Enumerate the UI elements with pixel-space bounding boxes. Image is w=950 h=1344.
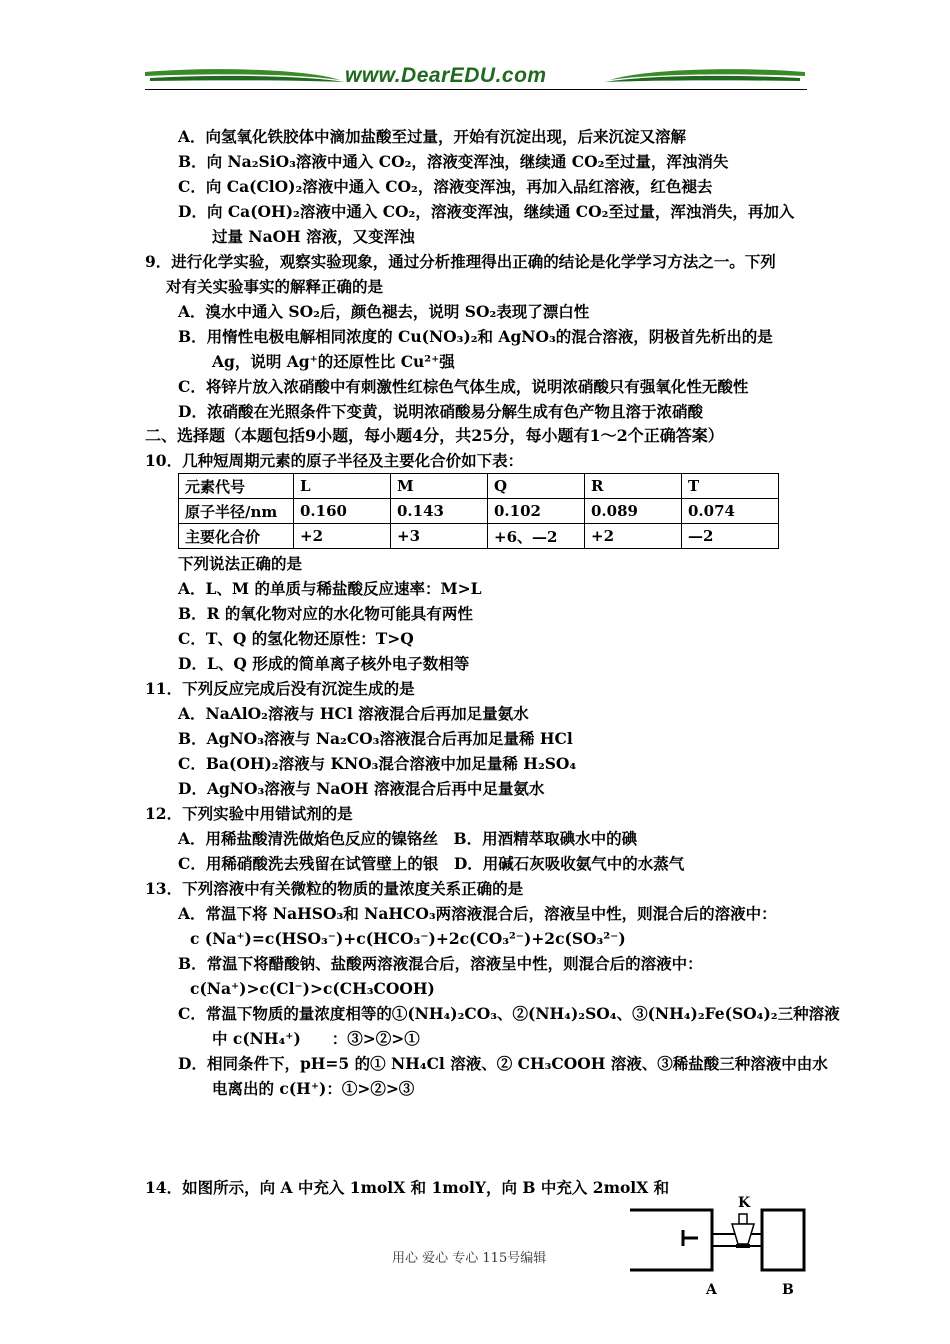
page-footer: 用心 爱心 专心 115号编辑 bbox=[392, 1251, 547, 1266]
table-cell: 主要化合价 bbox=[179, 524, 294, 549]
table-cell: —2 bbox=[682, 524, 779, 549]
q8-option-b: B．向 Na₂SiO₃溶液中通入 CO₂，溶液变浑浊，继续通 CO₂至过量，浑浊消失 bbox=[178, 152, 729, 171]
table-cell: R bbox=[585, 474, 682, 499]
container-a-label: A bbox=[706, 1282, 717, 1298]
q10-option-d: D．L、Q 形成的简单离子核外电子数相等 bbox=[178, 654, 470, 673]
q13-option-d: D．相同条件下，pH=5 的① NH₄Cl 溶液、② CH₃COOH 溶液、③稀盐酸三种溶液中由水 bbox=[178, 1054, 828, 1073]
table-cell: 0.102 bbox=[488, 499, 585, 524]
q13-option-c-cont: 中 c(NH₄⁺) ：③>②>① bbox=[212, 1029, 420, 1048]
q9-option-a: A．溴水中通入 SO₂后，颜色褪去，说明 SO₂表现了漂白性 bbox=[178, 302, 590, 321]
table-cell: 0.074 bbox=[682, 499, 779, 524]
table-cell: +2 bbox=[294, 524, 391, 549]
q13-option-b-cont: c(Na⁺)>c(Cl⁻)>c(CH₃COOH) bbox=[190, 979, 435, 998]
site-logo: www.DearEDU.com bbox=[345, 64, 547, 87]
q10-prompt: 下列说法正确的是 bbox=[178, 554, 303, 573]
table-cell: +3 bbox=[391, 524, 488, 549]
table-cell: 0.160 bbox=[294, 499, 391, 524]
q12-stem: 12．下列实验中用错试剂的是 bbox=[145, 804, 353, 823]
table-row bbox=[179, 474, 779, 499]
q9-stem: 9．进行化学实验，观察实验现象，通过分析推理得出正确的结论是化学学习方法之一。下列 bbox=[145, 252, 776, 271]
table-cell: +2 bbox=[585, 524, 682, 549]
q10-option-c: C．T、Q 的氢化物还原性：T>Q bbox=[178, 629, 414, 648]
table-cell: 原子半径/nm bbox=[179, 499, 294, 524]
q11-option-c: C．Ba(OH)₂溶液与 KNO₃混合溶液中加足量稀 H₂SO₄ bbox=[178, 754, 577, 773]
q13-option-b: B．常温下将醋酸钠、盐酸两溶液混合后，溶液呈中性，则混合后的溶液中： bbox=[178, 954, 703, 973]
table-cell: L bbox=[294, 474, 391, 499]
q13-option-a: A．常温下将 NaHSO₃和 NaHCO₃两溶液混合后，溶液呈中性，则混合后的溶液中： bbox=[178, 904, 777, 923]
q13-stem: 13．下列溶液中有关微粒的物质的量浓度关系正确的是 bbox=[145, 879, 524, 898]
q12-options-ab: A．用稀盐酸清洗做焰色反应的镍铬丝 B．用酒精萃取碘水中的碘 bbox=[178, 829, 638, 848]
q9-option-c: C．将锌片放入浓硝酸中有刺激性红棕色气体生成，说明浓硝酸只有强氧化性无酸性 bbox=[178, 377, 749, 396]
q12-options-cd: C．用稀硝酸洗去残留在试管壁上的银 D．用碱石灰吸收氨气中的水蒸气 bbox=[178, 854, 685, 873]
q9-option-b: B．用惰性电极电解相同浓度的 Cu(NO₃)₂和 AgNO₃的混合溶液，阴极首先析出的是 bbox=[178, 327, 773, 346]
container-b-label: B bbox=[782, 1282, 794, 1298]
q9-option-d: D．浓硝酸在光照条件下变黄，说明浓硝酸易分解生成有色产物且溶于浓硝酸 bbox=[178, 402, 703, 421]
q13-option-d-cont: 电离出的 c(H⁺)：①>②>③ bbox=[212, 1079, 415, 1098]
q8-option-a: A．向氢氧化铁胶体中滴加盐酸至过量，开始有沉淀出现，后来沉淀又溶解 bbox=[178, 127, 687, 146]
valve-k-label: K bbox=[738, 1195, 751, 1211]
q11-option-b: B．AgNO₃溶液与 Na₂CO₃溶液混合后再加足量稀 HCl bbox=[178, 729, 573, 748]
table-cell: 元素代号 bbox=[179, 474, 294, 499]
table-cell: T bbox=[682, 474, 779, 499]
q8-option-d-cont: 过量 NaOH 溶液，又变浑浊 bbox=[212, 227, 415, 246]
q13-option-c: C．常温下物质的量浓度相等的①(NH₄)₂CO₃、②(NH₄)₂SO₄、③(NH₄)₂Fe(SO₄)₂三种溶液 bbox=[178, 1004, 840, 1023]
q8-option-c: C．向 Ca(ClO)₂溶液中通入 CO₂，溶液变浑浊，再加入品红溶液，红色褪去 bbox=[178, 177, 713, 196]
q10-stem: 10．几种短周期元素的原子半径及主要化合价如下表： bbox=[145, 451, 524, 470]
section-heading: 二、选择题（本题包括9小题，每小题4分，共25分，每小题有1～2个正确答案） bbox=[145, 426, 724, 445]
q14-stem: 14．如图所示，向 A 中充入 1molX 和 1molY，向 B 中充入 2molX 和 bbox=[145, 1178, 670, 1197]
q8-option-d: D．向 Ca(OH)₂溶液中通入 CO₂，溶液变浑浊，继续通 CO₂至过量，浑浊消失，再加入 bbox=[178, 202, 795, 221]
q9-option-b-cont: Ag，说明 Ag⁺的还原性比 Cu²⁺强 bbox=[212, 352, 455, 371]
table-cell: 0.089 bbox=[585, 499, 682, 524]
table-cell: M bbox=[391, 474, 488, 499]
q11-option-a: A．NaAlO₂溶液与 HCl 溶液混合后再加足量氨水 bbox=[178, 704, 529, 723]
table-cell: Q bbox=[488, 474, 585, 499]
q11-option-d: D．AgNO₃溶液与 NaOH 溶液混合后再中足量氨水 bbox=[178, 779, 545, 798]
q10-option-b: B．R 的氧化物对应的水化物可能具有两性 bbox=[178, 604, 473, 623]
q9-stem-cont: 对有关实验事实的解释正确的是 bbox=[166, 277, 384, 296]
table-cell: 0.143 bbox=[391, 499, 488, 524]
table-cell: +6、—2 bbox=[488, 524, 585, 549]
q11-stem: 11．下列反应完成后没有沉淀生成的是 bbox=[145, 679, 415, 698]
q10-option-a: A．L、M 的单质与稀盐酸反应速率：M>L bbox=[178, 579, 482, 598]
element-data-table bbox=[178, 473, 779, 549]
table-row bbox=[179, 499, 779, 524]
header-rule bbox=[145, 89, 807, 90]
table-row bbox=[179, 524, 779, 549]
q13-option-a-cont: c (Na⁺)=c(HSO₃⁻)+c(HCO₃⁻)+2c(CO₃²⁻)+2c(SO₃²⁻) bbox=[190, 929, 626, 948]
